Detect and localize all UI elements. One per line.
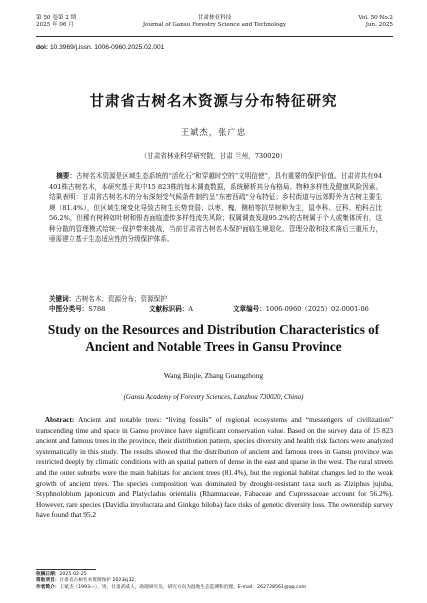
title-zh: 甘肃省古树名木资源与分布特征研究 <box>89 94 338 110</box>
affiliation-en: (Gansu Academy of Forestry Sciences, Lanzhou 730020, China) <box>123 393 304 401</box>
authors-zh: 王斌杰，张广忠 <box>180 127 247 137</box>
footnotes <box>36 572 393 591</box>
header-volume-zh: 第 50 卷第 2 期 <box>36 15 77 21</box>
header-right <box>358 15 393 29</box>
abstract-zh-text: 古树名木资源是区域生态系统的“活化石”和穿越时空的“文明信使”，具有重要的保护价值。甘肃省共有94 401株古树名木，本研究基于其中15 823株的每木调查数据，系统解析其分布格局、物种多样性及健康风险因素。结果表明：甘肃省古树名木的分布深刻受气候条件制约呈“东密西疏”分布特征；乡村街道与远郊野外为古树主要生境（81.4%），但区域生境变化导致古树生长势衰弱；以枣、槐、侧柏等抗旱树种为主，鼠李科、豆科、柏科占比56.2%，但稀有树种如吐树和银杏面临遗传多样性流失风险；权属调查发现95.2%的古树属于个人或集体所有，这种分散的管理模式给统一保护带来挑战，当前甘肃省古树名木保护面临生境退化、管理分散和技术落后三重压力，亟需建立基于生态适应性的分级保护体系。 <box>49 172 382 243</box>
keywords-zh-text: 古树名木；资源分布；资源保护 <box>75 295 167 303</box>
clc-item <box>49 304 105 315</box>
clc-label: 中图分类号： <box>49 305 89 313</box>
doc-code-value: A <box>188 305 194 313</box>
authors-en: Wang Binjie, Zhang Guangzhong <box>163 371 264 380</box>
header-journal-zh: 甘肃林业科技 <box>197 15 232 21</box>
affiliation-zh: （甘肃省林业科学研究院，甘肃 兰州，730020） <box>140 152 287 160</box>
abstract-en-text: Ancient and notable trees: “living fossils” of regional ecosystems and “messengers of civilization” transcending time and space in Gansu province have significant conservation value. Based on the survey data of 15 823 ancient and famous trees in the province, their distribution pattern, species diversity and health risk factors were analyzed systematically in this study. The results showed that the distribution of ancient and famous trees in Gansu province was restricted deeply by climatic conditions with an spatial pattern of dense in the east and sparse in the west. The rural streets and the outer suburbs were the main habitats for ancient trees (81.4%), but the regional habitat changes led to the weak growth of ancient trees. The species composition was dominated by drought-resistant taxa such as Ziziphus jujuba, Styphnolobium japonicum and Platycladus orientalis (Rhamnaceae, Fabaceae and Cupressaceae account for 56.2%). However, rare species (Davidia involucrata and Ginkgo biloba) face risks of genetic diversity loss. The ownership survey have found that 95.2 <box>36 415 393 520</box>
fund-label: 资助项目： <box>36 578 60 584</box>
author-bio-label: 作者简介： <box>36 584 60 590</box>
doi-value[interactable]: 10.3969/j.issn. 1006-0960.2025.02.001 <box>49 44 165 51</box>
received-label: 收稿日期： <box>36 572 60 577</box>
header-volume-en: Vol. 50 No.2 <box>358 15 393 21</box>
clc-value: S788 <box>88 305 106 313</box>
fund-value: 甘肃省古树名木资源保护 2023kj32。 <box>59 578 140 584</box>
header-date-zh: 2025 年 06 月 <box>36 22 74 28</box>
abstract-zh-label: 摘要： <box>56 172 77 180</box>
footnote-author <box>36 585 393 591</box>
keywords-zh-label: 关键词： <box>49 295 76 303</box>
header-center <box>36 15 393 29</box>
article-number-value: 1006-0960（2025）02-0001-06 <box>265 305 369 313</box>
header-journal-en: Journal of Gansu Forestry Science and Technology <box>142 22 287 28</box>
doi-line <box>36 44 164 51</box>
abstract-zh <box>49 171 382 245</box>
author-bio-value: 王斌杰（1993—），男，甘肃武威人，助理研究员，研究方向为湿地生态监测和治理。E-mail：262728561@qq.com <box>59 584 307 590</box>
header-rule <box>36 36 393 37</box>
keywords-zh <box>49 294 382 305</box>
abstract-en <box>36 415 393 521</box>
title-en: Study on the Resources and Distribution Characteristics of Ancient and Notable Trees in Gansu Province <box>47 322 380 354</box>
doc-code-item <box>149 304 193 315</box>
received-value: 2025-02-25 <box>59 572 87 577</box>
footnote-rule <box>36 569 96 570</box>
header-date-en: Jun. 2025 <box>365 22 393 28</box>
article-number-label: 文章编号： <box>233 305 266 313</box>
abstract-en-label: Abstract: <box>44 415 75 424</box>
article-number-item <box>233 304 369 315</box>
running-header <box>36 15 393 37</box>
doc-code-label: 文献标识码： <box>149 305 189 313</box>
doi-label: doi: <box>36 44 49 51</box>
classification-line <box>49 304 382 315</box>
